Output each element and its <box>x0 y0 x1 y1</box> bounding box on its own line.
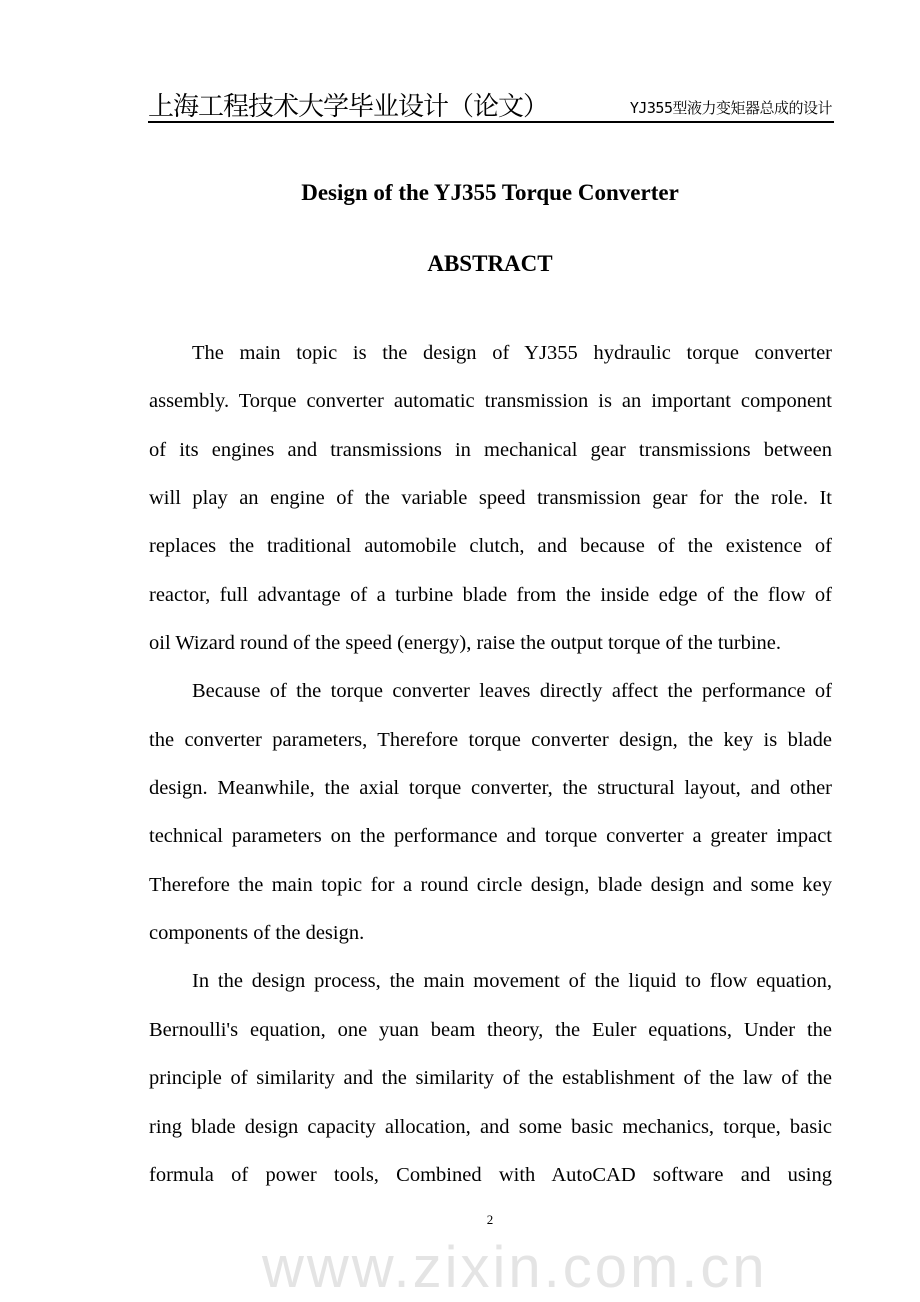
paragraph-line: technical parameters on the performance and torque converter a greater impact <box>149 825 832 848</box>
page-number: 2 <box>486 1212 494 1227</box>
watermark: www.zixin.com.cn <box>262 1235 768 1300</box>
document-title: Design of the YJ355 Torque Converter <box>301 180 679 205</box>
paragraph-line: formula of power tools, Combined with AutoCAD software and using <box>149 1163 832 1186</box>
paragraph-line: Therefore the main topic for a round circle design, blade design and some key <box>149 873 832 896</box>
paragraph-line: oil Wizard round of the speed (energy), raise the output torque of the turbine. <box>149 632 782 655</box>
paragraph-line: Because of the torque converter leaves directly affect the performance of <box>192 680 832 703</box>
paragraph-line: components of the design. <box>149 922 365 945</box>
header-thesis-title: 上海工程技术大学毕业设计（论文） <box>148 92 549 122</box>
paragraph-line: In the design process, the main movement of the liquid to flow equation, <box>192 970 832 993</box>
paragraph-line: reactor, full advantage of a turbine blade from the inside edge of the flow of <box>149 583 832 606</box>
header-rule <box>148 121 834 123</box>
paragraph-line: assembly. Torque converter automatic transmission is an important component <box>149 390 832 413</box>
paragraph-line: will play an engine of the variable speed transmission gear for the role. It <box>149 487 832 510</box>
paragraph-line: principle of similarity and the similarity of the establishment of the law of the <box>149 1067 832 1090</box>
paragraph-line: replaces the traditional automobile clutch, and because of the existence of <box>149 535 832 558</box>
abstract-body <box>149 340 832 1210</box>
paragraph-line: The main topic is the design of YJ355 hydraulic torque converter <box>192 342 832 364</box>
paragraph-line: of its engines and transmissions in mechanical gear transmissions between <box>149 438 832 461</box>
paragraph-line: Bernoulli's equation, one yuan beam theory, the Euler equations, Under the <box>149 1018 832 1041</box>
abstract-heading: ABSTRACT <box>427 251 553 276</box>
paragraph-line: the converter parameters, Therefore torque converter design, the key is blade <box>149 728 832 751</box>
paragraph-line: ring blade design capacity allocation, and some basic mechanics, torque, basic <box>149 1115 832 1138</box>
paragraph-line: design. Meanwhile, the axial torque converter, the structural layout, and other <box>149 777 832 800</box>
header-document-title: YJ355型液力变矩器总成的设计 <box>629 99 832 117</box>
